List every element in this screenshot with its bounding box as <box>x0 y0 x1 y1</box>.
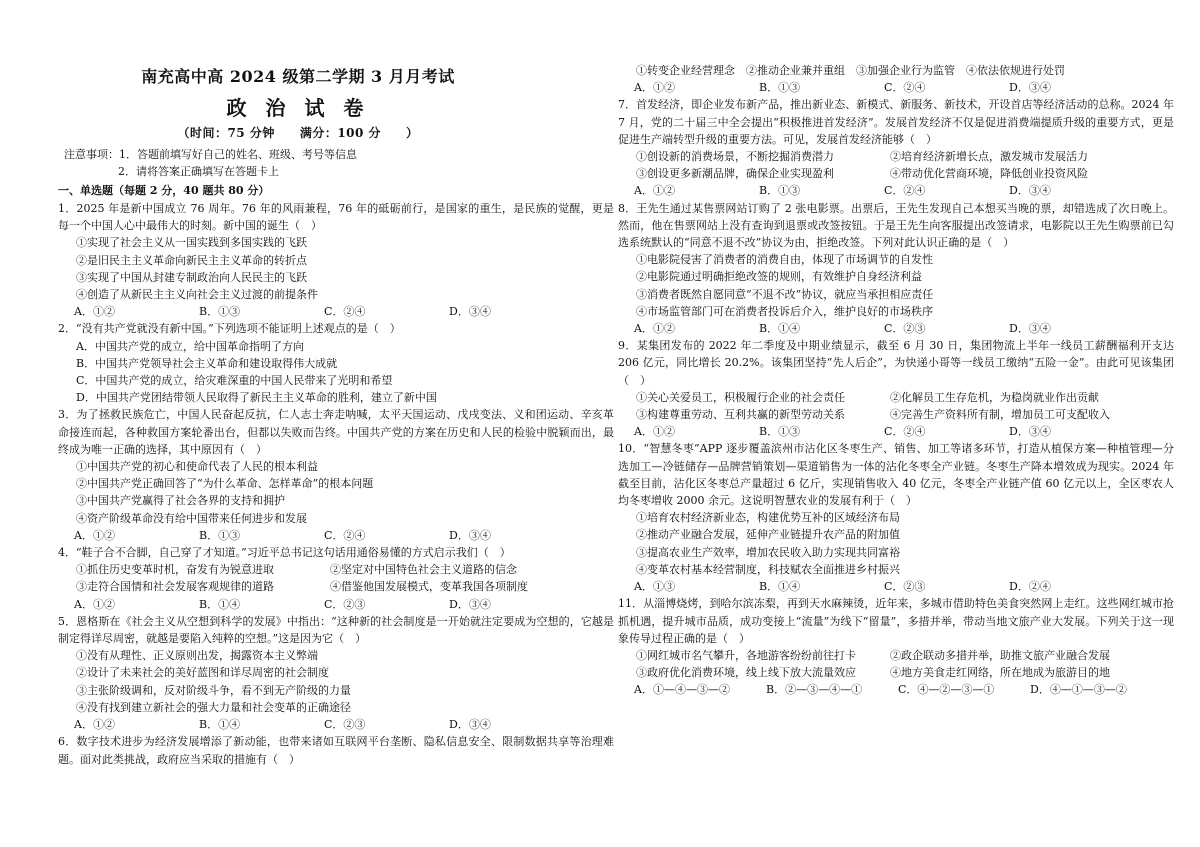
question-block <box>618 200 1174 338</box>
answer-choice: B．①③ <box>759 425 801 439</box>
question-option: C．中国共产党的成立，给灾难深重的中国人民带来了光明和希望 <box>76 374 393 388</box>
question-option: ③政府优化消费环境，线上线下放大流量效应 <box>636 666 856 680</box>
answer-choice: B．①③ <box>759 184 801 198</box>
question-option: A．中国共产党的成立，给中国革命指明了方向 <box>76 339 304 353</box>
question-stem: 8．王先生通过某售票网站订购了 2 张电影票。出票后，王先生发现自己本想买当晚的票，却错选成了次日晚上。然而，他在售票网站上没有查询到退票或改签按钮。于是王先生向客服提出改签请求，电影院以王先生购票前已勾选系统默认的“同意不退不改”协议为由，拒绝改签。下列对此认识正确的是（ ） <box>618 201 1174 250</box>
exam-time-score: （时间：75 分钟 满分：100 分 ） <box>177 126 419 140</box>
answer-choices <box>618 578 1174 595</box>
question-option-row <box>58 578 614 595</box>
question-option: ②中国共产党正确回答了“为什么革命、怎样革命”的根本问题 <box>76 477 374 491</box>
question-option: ③创设更多新潮品牌，确保企业实现盈利 <box>636 167 834 181</box>
question-option-row <box>618 406 1174 423</box>
question-option: ③实现了中国从封建专制政治向人民民主的飞跃 <box>76 270 307 284</box>
question-block <box>618 440 1174 595</box>
question-block <box>58 613 614 733</box>
answer-choice: A．①② <box>74 528 115 542</box>
answer-choices <box>618 79 1174 96</box>
question-stem: 9．某集团发布的 2022 年二季度及中期业绩显示，截至 6 月 30 日，集团物流上半年一线员工薪酬福利开支达 206 亿元，同比增长 20.2%。该集团坚持“先人后企”，为快递小哥等一线员工缴纳“五险一金”。由此可见该集团（ ） <box>618 339 1174 387</box>
answer-choice: B．①③ <box>759 81 801 95</box>
question-option: D．中国共产党团结带领人民取得了新民主主义革命的胜利，建立了新中国 <box>76 391 437 405</box>
answer-choice: B．①④ <box>199 597 241 611</box>
question-option: ①实现了社会主义从一国实践到多国实践的飞跃 <box>76 236 307 250</box>
left-question-list <box>58 200 614 768</box>
question-option: ④借鉴他国发展模式，变革我国各项制度 <box>330 580 528 594</box>
answer-choices <box>58 716 614 733</box>
question-option: ②是旧民主主义革命向新民主主义革命的转折点 <box>76 253 307 267</box>
question-option: ①关心关爱员工，积极履行企业的社会责任 <box>636 390 845 404</box>
answer-choice: A．①② <box>634 322 675 336</box>
question-stem: 1．2025 年是新中国成立 76 周年。76 年的风雨兼程，76 年的砥砺前行，是国家的重生，是民族的觉醒，更是每一个中国人心中最伟大的时刻。新中国的诞生（ ） <box>58 202 614 233</box>
answer-choices <box>58 303 614 320</box>
question-block <box>618 337 1174 440</box>
answer-choices <box>618 320 1174 337</box>
question-block <box>58 200 614 320</box>
question-option-row <box>618 664 1174 681</box>
answer-choice: D．③④ <box>449 718 491 732</box>
answer-choice: D．③④ <box>449 528 491 542</box>
question-option: ②坚定对中国特色社会主义道路的信念 <box>330 563 517 577</box>
question-option: B．中国共产党领导社会主义革命和建设取得伟大成就 <box>76 356 338 370</box>
exam-subject-title: 政 治 试 卷 <box>226 96 370 120</box>
answer-choices <box>618 182 1174 199</box>
answer-choice: C．②③ <box>324 718 366 732</box>
answer-choice: C．②③ <box>884 580 926 594</box>
answer-choices <box>58 596 614 613</box>
question-option: ②培育经济新增长点，激发城市发展活力 <box>890 150 1088 164</box>
answer-choice: D．②④ <box>1009 580 1051 594</box>
question-option: ③走符合国情和社会发展客观规律的道路 <box>76 580 274 594</box>
answer-choice: A．①② <box>634 81 675 95</box>
question-option: ①创设新的消费场景，不断挖掘消费潜力 <box>636 150 834 164</box>
answer-choice: B．①④ <box>759 580 801 594</box>
question-option: ①转变企业经营理念 ②推动企业兼并重组 ③加强企业行为监管 ④依法依规进行处罚 <box>636 64 1065 77</box>
answer-choice: B．②—③—④—① <box>766 683 863 697</box>
question-option: ①抓住历史变革时机，奋发有为锐意进取 <box>76 563 274 577</box>
question-block <box>618 595 1174 698</box>
question-stem: 4．“鞋子合不合脚，自己穿了才知道。”习近平总书记这句话用通俗易懂的方式启示我们（ ） <box>58 546 511 560</box>
answer-choices <box>618 423 1174 440</box>
question-option: ④完善生产资料所有制，增加员工可支配收入 <box>890 408 1110 422</box>
question-option-row <box>58 561 614 578</box>
exam-notes <box>64 146 357 180</box>
answer-choice: B．①④ <box>199 718 241 732</box>
answer-choice: A．①② <box>74 305 115 319</box>
answer-choice: C．②③ <box>324 597 366 611</box>
answer-choice: C．④—②—③—① <box>898 683 995 697</box>
question-option-row <box>618 148 1174 165</box>
question-block <box>618 96 1174 199</box>
answer-choices <box>58 527 614 544</box>
question-option: ①中国共产党的初心和使命代表了人民的根本利益 <box>76 460 318 474</box>
answer-choice: B．①③ <box>199 528 241 542</box>
answer-choice: D．③④ <box>449 305 491 319</box>
question-option: ①电影院侵害了消费者的消费自由，体现了市场调节的自发性 <box>636 253 933 267</box>
question-block <box>58 544 614 613</box>
answer-choice: A．①② <box>74 597 115 611</box>
question-option: ②化解员工生存危机，为稳岗就业作出贡献 <box>890 390 1099 404</box>
question-option: ②设计了未来社会的美好蓝图和详尽周密的社会制度 <box>76 666 329 680</box>
answer-choice: D．③④ <box>1009 425 1051 439</box>
question-option-row <box>618 165 1174 182</box>
question-option: ①培育农村经济新业态，构建优势互补的区域经济布局 <box>636 511 900 525</box>
answer-choice: A．①② <box>634 425 675 439</box>
question-option: ②电影院通过明确拒绝改签的规则，有效维护自身经济利益 <box>636 270 922 284</box>
question-option: ④地方美食走红网络，所在地成为旅游目的地 <box>890 666 1110 680</box>
question-stem: 3．为了拯救民族危亡，中国人民奋起反抗，仁人志士奔走呐喊，太平天国运动、戊戌变法、义和团运动、辛亥革命接连而起，各种救国方案轮番出台，但都以失败而告终。中国共产党的方案在历史和人民的检验中脱颖而出，最终成为唯一正确的选择，其中原因有（ ） <box>58 408 614 456</box>
answer-choice: A．①—④—③—② <box>634 683 730 697</box>
answer-choice: C．②④ <box>884 81 926 95</box>
answer-choice: C．②④ <box>884 184 926 198</box>
answer-choice: D．③④ <box>1009 322 1051 336</box>
answer-choice: D．③④ <box>449 597 491 611</box>
question-option: ④变革农村基本经营制度，科技赋农全面推进乡村振兴 <box>636 562 900 576</box>
question-option-row <box>618 647 1174 664</box>
answer-choice: C．②④ <box>884 425 926 439</box>
question-option: ③构建尊重劳动、互利共赢的新型劳动关系 <box>636 408 845 422</box>
question-option: ④市场监管部门可在消费者投诉后介入，维护良好的市场秩序 <box>636 304 933 318</box>
question-stem: 6．数字技术进步为经济发展增添了新动能，也带来诸如互联网平台垄断、隐私信息安全、限制数据共享等治理难题。面对此类挑战，政府应当采取的措施有（ ） <box>58 735 614 766</box>
question-stem: 2．“没有共产党就没有新中国。”下列选项不能证明上述观点的是（ ） <box>58 322 401 336</box>
notes-line-1: 注意事项：1．答题前填写好自己的姓名、班级、考号等信息 <box>64 148 357 161</box>
answer-choice: A．①② <box>634 184 675 198</box>
question-option: ③消费者既然自愿同意“不退不改”协议，就应当承担相应责任 <box>636 287 934 301</box>
answer-choice: D．④—①—③—② <box>1030 683 1127 697</box>
answer-choices <box>618 681 1174 698</box>
question-option: ②推动产业融合发展，延伸产业链提升农产品的附加值 <box>636 528 900 542</box>
question-option: ④资产阶级革命没有给中国带来任何进步和发展 <box>76 511 307 525</box>
answer-choice: D．③④ <box>1009 184 1051 198</box>
question-option: ②政企联动多措并举，助推文旅产业融合发展 <box>890 648 1110 662</box>
answer-choice: D．③④ <box>1009 81 1051 95</box>
question-option-row <box>618 389 1174 406</box>
question-block <box>618 62 1174 96</box>
question-option: ④创造了从新民主主义向社会主义过渡的前提条件 <box>76 288 318 302</box>
question-block <box>58 406 614 544</box>
question-option: ③提高农业生产效率，增加农民收入助力实现共同富裕 <box>636 545 900 559</box>
question-option: ③主张阶级调和，反对阶级斗争，看不到无产阶级的力量 <box>76 683 351 697</box>
answer-choice: C．②③ <box>884 322 926 336</box>
question-stem: 5．恩格斯在《社会主义从空想到科学的发展》中指出：“这种新的社会制度是一开始就注定要成为空想的，它越是制定得详尽周密，就越是要陷入纯粹的空想。”这是因为它（ ） <box>58 614 614 646</box>
question-option: ①网红城市名气攀升，各地游客纷纷前往打卡 <box>636 648 856 662</box>
question-stem: 7．首发经济，即企业发布新产品，推出新业态、新模式、新服务、新技术，开设首店等经济活动的总称。2024 年 7 月，党的二十届三中全会提出“积极推进首发经济”。发展首发经济不仅是促进消费端提质升级的重要方式，更是促进生产端转型升级的重要方法。可见，发展首发经济能够（ ） <box>618 98 1174 146</box>
question-stem: 10．“智慧冬枣”APP 逐步覆盖滨州市沾化区冬枣生产、销售、加工等诸多环节，打造从植保方案—种植管理—分选加工—冷链储存—品牌营销策划—渠道销售为一体的沾化冬枣全产业链。冬枣生产降本增效成为现实。2024 年截至目前，沾化区冬枣总产量超过 6 亿斤，实现销售收入 40 亿元，冬枣全产业链产值 60 亿元以上，全区枣农人均冬枣增收 2000 余元。这说明智慧农业的发展有利于（ ） <box>618 442 1174 508</box>
answer-choice: C．②④ <box>324 528 366 542</box>
right-question-list <box>618 62 1174 699</box>
answer-choice: A．①③ <box>634 580 675 594</box>
question-stem: 11．从淄博烧烤，到哈尔滨冻梨，再到天水麻辣烫，近年来，多城市借助特色美食突然网上走红。这些网红城市抢抓机遇，提升城市品质，成功变接上“流量”为线下“留量”，多措并举，带动当地文旅产业大发展。下列关于这一现象传导过程正确的是（ ） <box>618 597 1174 645</box>
answer-choice: A．①② <box>74 718 115 732</box>
question-option: ①没有从理性、正义原则出发，揭露资本主义弊端 <box>76 649 318 663</box>
notes-line-2: 2．请将答案正确填写在答题卡上 <box>118 165 279 178</box>
question-block <box>58 733 614 767</box>
question-block <box>58 320 614 406</box>
section-title: 一、单选题（每题 2 分，40 题共 80 分） <box>58 184 270 197</box>
answer-choice: B．①④ <box>759 322 801 336</box>
question-option: ④没有找到建立新社会的强大力量和社会变革的正确途径 <box>76 700 351 714</box>
exam-school-title: 南充高中高 2024 级第二学期 3 月月考试 <box>141 67 455 86</box>
question-option: ③中国共产党赢得了社会各界的支持和拥护 <box>76 494 285 508</box>
question-option: ④带动优化营商环境，降低创业投资风险 <box>890 167 1088 181</box>
answer-choice: B．①③ <box>199 305 241 319</box>
answer-choice: C．②④ <box>324 305 366 319</box>
